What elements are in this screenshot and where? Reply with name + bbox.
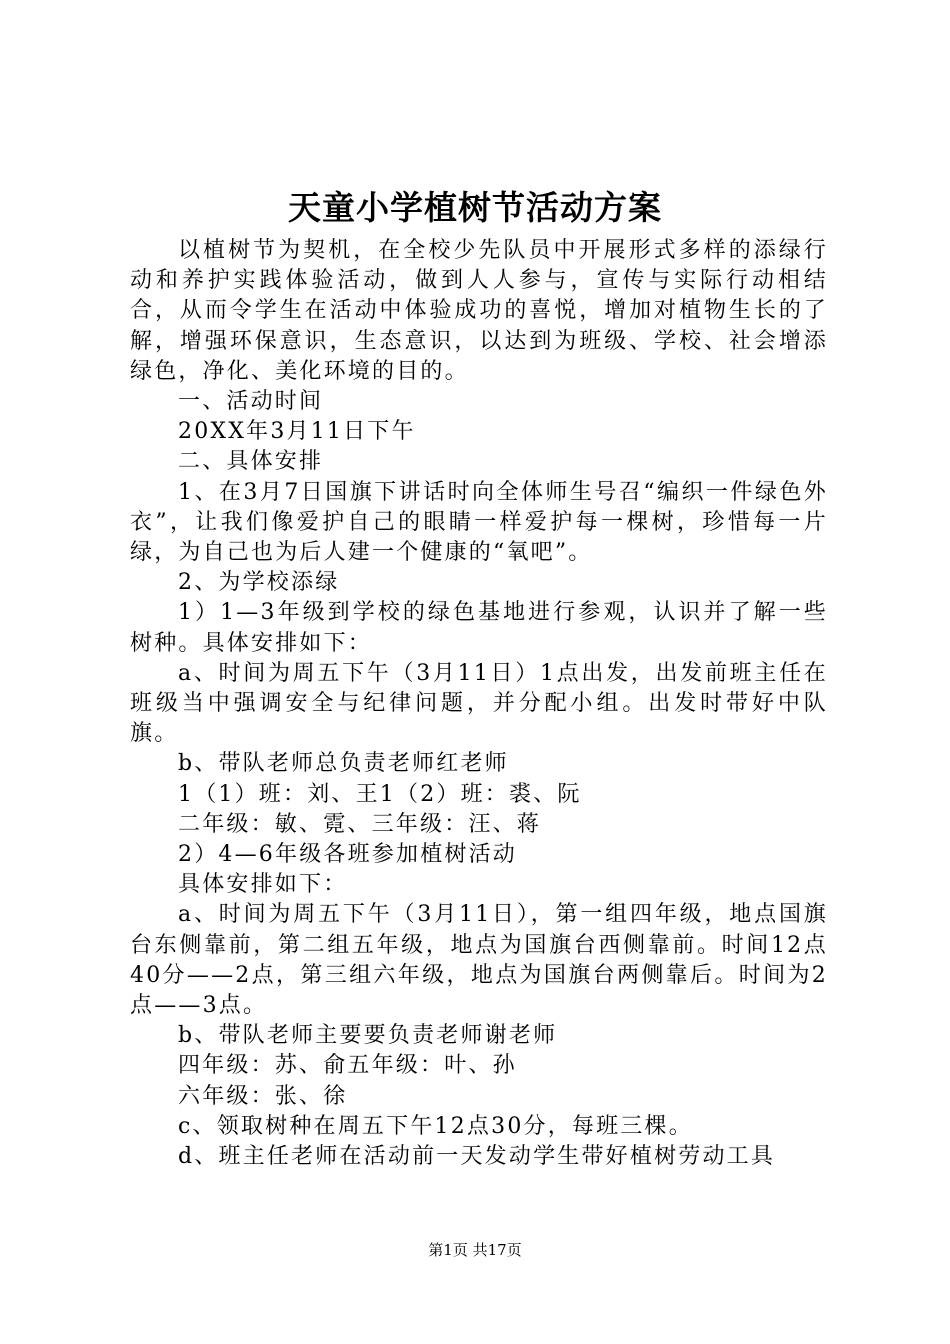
document-title: 天童小学植树节活动方案 xyxy=(288,188,662,227)
heading-arrangement: 二、具体安排 xyxy=(178,449,324,475)
page-footer: 第1页 共17页 xyxy=(428,1241,522,1259)
paragraph-grade2-3-teachers: 二年级：敏、霓、三年级：汪、蒋 xyxy=(178,811,542,837)
paragraph-item-d: d、班主任老师在活动前一天发动学生带好植树劳动工具 xyxy=(178,1144,776,1170)
heading-activity-time: 一、活动时间 xyxy=(178,389,324,415)
paragraph-item-2: 2、为学校添绿 xyxy=(178,570,340,596)
paragraph-item-b2: b、带队老师主要要负责老师谢老师 xyxy=(178,1023,558,1049)
paragraph-grade4-5-teachers: 四年级：苏、俞五年级：叶、孙 xyxy=(178,1053,517,1079)
paragraph-item-a2: a、时间为周五下午（3月11日），第一组四年级，地点国旗台东侧靠前，第二组五年级，地点为国旗台西侧靠前。时间12点40分——2点，第三组六年级，地点为国旗台两侧靠后。时间为2点——3点。 xyxy=(130,902,828,1019)
paragraph-item-a1: a、时间为周五下午（3月11日）1点出发，出发前班主任在班级当中强调安全与纪律问题，并分配小组。出发时带好中队旗。 xyxy=(130,660,828,747)
paragraph-grades-4-6: 2）4—6年级各班参加植树活动 xyxy=(178,842,517,868)
paragraph-intro: 以植树节为契机，在全校少先队员中开展形式多样的添绿行动和养护实践体验活动，做到人人参与，宣传与实际行动相结合，从而令学生在活动中体验成功的喜悦，增加对植物生长的了解，增强环保意识，生态意识，以达到为班级、学校、社会增添绿色，净化、美化环境的目的。 xyxy=(130,238,828,384)
paragraph-details: 具体安排如下： xyxy=(178,872,348,898)
paragraph-grade1-teachers: 1（1）班：刘、王1（2）班：裘、阮 xyxy=(178,781,582,807)
paragraph-date: 20XX年3月11日下午 xyxy=(178,419,416,445)
document-body xyxy=(130,236,828,1172)
paragraph-item-1: 1、在3月7日国旗下讲话时向全体师生号召“编织一件绿色外衣”，让我们像爱护自己的眼睛一样爱护每一棵树，珍惜每一片绿，为自己也为后人建一个健康的“氧吧”。 xyxy=(130,479,828,566)
paragraph-item-c: c、领取树种在周五下午12点30分，每班三棵。 xyxy=(178,1113,693,1139)
paragraph-grade6-teachers: 六年级：张、徐 xyxy=(178,1083,348,1109)
paragraph-grades-1-3: 1）1—3年级到学校的绿色基地进行参观，认识并了解一些树种。具体安排如下： xyxy=(130,600,828,656)
paragraph-item-b1: b、带队老师总负责老师红老师 xyxy=(178,751,509,777)
